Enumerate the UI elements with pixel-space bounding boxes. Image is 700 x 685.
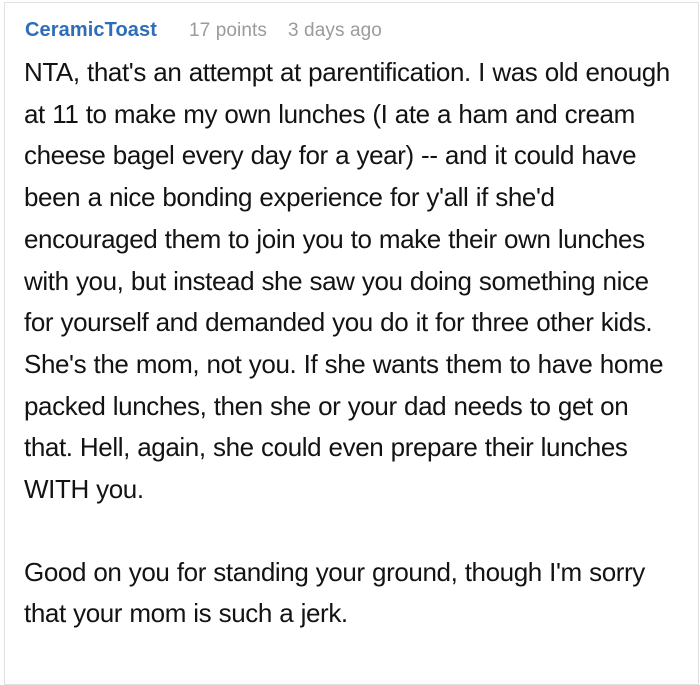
comment-card — [4, 2, 699, 685]
comment-timestamp: 3 days ago — [288, 20, 382, 41]
comment-author-link[interactable]: CeramicToast — [25, 19, 157, 41]
comment-body — [24, 52, 678, 635]
comment-header — [25, 19, 678, 42]
comment-paragraph-2: Good on you for standing your ground, though I'm sorry that your mom is such a jerk. — [24, 556, 645, 629]
comment-paragraph-1: NTA, that's an attempt at parentification. I was old enough at 11 to make my own lunches (I ate a ham and cream cheese bagel every day for a year) -- and it could have been a nice bonding experience for y'all if she'd encouraged them to join you to make their own lunches with you, but instead she saw you doing something nice for yourself and demanded you do it for three other kids. She's the mom, not you. If she wants them to have home packed lunches, then she or your dad needs to get on that. Hell, again, she could even prepare their lunches WITH you. — [24, 57, 670, 505]
comment-points: 17 points — [189, 20, 268, 41]
